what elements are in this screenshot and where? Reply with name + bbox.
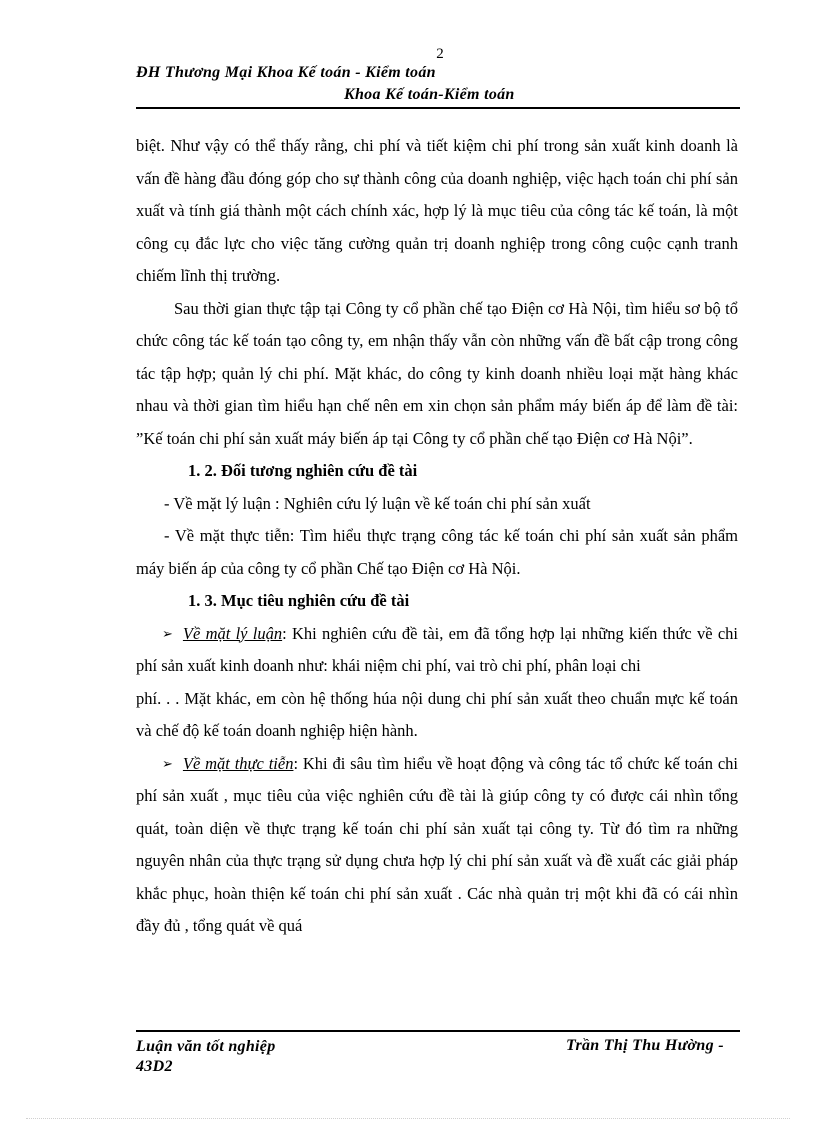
footer-left [136, 1037, 276, 1077]
bullet-item-practice [136, 748, 738, 943]
dash-item-theory: - Về mặt lý luận : Nghiên cứu lý luận về kế toán chi phí sản xuất [164, 493, 591, 513]
dash-item-practice: - Về mặt thực tiễn: Tìm hiểu thực trạng công tác kế toán chi phí sản xuất sản phẩm máy biến áp của công ty cổ phần Chế tạo Điện cơ Hà Nội. [136, 526, 738, 578]
page-bottom-dotted-rule [26, 1118, 790, 1119]
bullet-label-practice: Về mặt thực tiễn [182, 753, 294, 773]
page-number: 2 [436, 46, 444, 62]
paragraph-intro: biệt. Như vậy có thể thấy rằng, chi phí và tiết kiệm chi phí trong sản xuất kinh doanh là vấn đề hàng đầu đóng góp cho sự thành công của doanh nghiệp, việc hạch toán chi phí sản xuất và tính giá thành một cách chính xác, hợp lý là mục tiêu của công tác kế toán, là một công cụ đắc lực cho việc tăng cường quản trị doanh nghiệp trong công cuộc cạnh tranh chiếm lĩnh thị trường. [136, 136, 738, 285]
bullet-continuation-theory: phí. . . Mặt khác, em còn hệ thống húa nội dung chi phí sản xuất theo chuẩn mực kế toán và chế độ kế toán doanh nghiệp hiện hành. [136, 688, 738, 740]
footer-author: Trần Thị Thu Hường - [566, 1037, 724, 1054]
bullet-text-theory: : Khi nghiên cứu đề tài, em đã tổng hợp lại những kiến thức về chi phí sản xuất kinh doanh như: khái niệm chi phí, vai trò chi phí, phân loại chi [136, 623, 738, 675]
bullet-text-practice: : Khi đi sâu tìm hiểu về hoạt động và công tác tổ chức kế toán chi phí sản xuất , mục tiêu của việc nghiên cứu đề tài là giúp công ty có được cái nhìn tổng quát, toàn diện về thực trạng kế toán chi phí sản xuất tại công ty. Từ đó tìm ra những nguyên nhân của thực trạng sử dụng chưa hợp lý chi phí sản xuất và đề xuất các giải pháp khắc phục, hoàn thiện kế toán chi phí sản xuất . Các nhà quản trị một khi đã có cái nhìn đầy đủ , tổng quát về quá [136, 753, 738, 935]
footer-class-code: 43D2 [136, 1058, 173, 1075]
bullet-label-theory: Về mặt lý luận [182, 623, 283, 643]
section-heading-1-2: 1. 2. Đối tương nghiên cứu đề tài [188, 461, 418, 480]
footer-thesis-label: Luận văn tốt nghiệp [136, 1038, 276, 1055]
document-body [136, 130, 738, 943]
footer-divider [136, 1030, 740, 1032]
paragraph-internship: Sau thời gian thực tập tại Công ty cổ phần chế tạo Điện cơ Hà Nội, tìm hiểu sơ bộ tổ chức công tác kế toán tạo công ty, em nhận thấy vẫn còn những vấn đề bất cập trong công tác tập hợp; quản lý chi phí. Mặt khác, do công ty kinh doanh nhiều loại mặt hàng khác nhau và thời gian tìm hiểu hạn chế nên em xin chọn sản phẩm máy biến áp để làm đề tài: ”Kế toán chi phí sản xuất máy biến áp tại Công ty cổ phần chế tạo Điện cơ Hà Nội”. [136, 298, 738, 448]
arrow-bullet-icon: ➢ [162, 755, 173, 771]
header-university-line: ĐH Thương Mại Khoa Kế toán - Kiểm toán [136, 64, 436, 81]
arrow-bullet-icon: ➢ [162, 625, 173, 641]
section-heading-1-3: 1. 3. Mục tiêu nghiên cứu đề tài [188, 591, 410, 610]
bullet-item-theory [136, 618, 738, 683]
header-faculty-line: Khoa Kế toán-Kiểm toán [344, 86, 515, 103]
header-divider [136, 107, 740, 109]
